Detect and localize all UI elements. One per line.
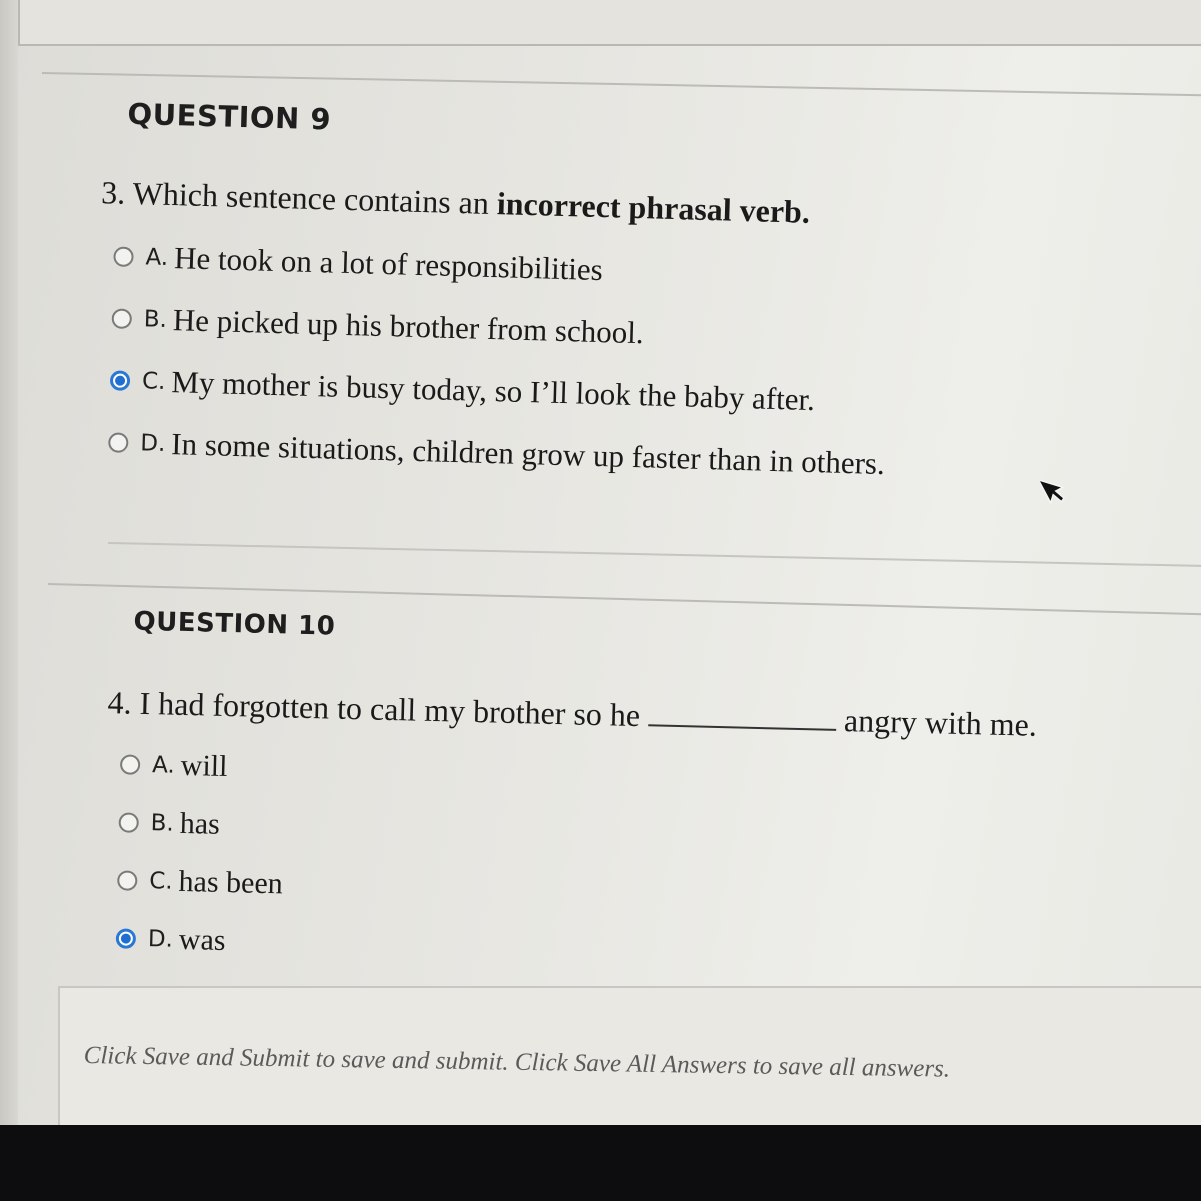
submit-instructions: Click Save and Submit to save and submit. Click Save All Answers to save all answers. [83,1042,951,1083]
question-heading: QUESTION 9 [127,96,332,137]
radio-button[interactable] [112,308,133,329]
option-text: In some situations, children grow up faster than in others. [170,426,886,482]
screen-edge [0,0,18,1125]
option-letter: D. [147,926,174,953]
option-text: He picked up his brother from school. [172,302,645,351]
option-text: was [178,922,226,958]
option-letter: B. [143,306,168,333]
monitor-bezel [0,1125,1201,1201]
divider [42,72,1201,97]
radio-button[interactable] [117,870,137,890]
question-9-block [89,96,894,495]
question-prompt [101,174,892,233]
option-letter: D. [139,430,166,457]
divider [108,542,1201,567]
radio-button[interactable] [108,432,129,453]
option-letter: C. [148,868,173,895]
option-letter: A. [151,752,176,779]
option-text: My mother is busy today, so I’ll look the baby after. [170,364,816,418]
question-10-block [97,606,1039,990]
prompt-text: 3. Which sentence contains an [100,174,498,222]
radio-button[interactable] [120,754,140,774]
mouse-pointer-icon [1040,470,1070,510]
radio-button-selected[interactable] [110,370,131,391]
prompt-text-end: angry with me. [843,702,1038,743]
answer-options [115,735,1036,989]
option-text: has [179,806,221,841]
option-letter: A. [145,244,169,271]
question-heading: QUESTION 10 [133,606,336,642]
radio-button[interactable] [118,812,138,832]
question-prompt [107,684,1037,744]
option-letter: C. [141,368,166,395]
prompt-text: 4. I had forgotten to call my brother so he [107,684,641,734]
option-letter: B. [150,810,175,837]
previous-question-panel [18,0,1201,46]
option-text: He took on a lot of responsibilities [173,240,604,288]
option-text: will [180,748,228,784]
fill-in-blank [648,724,836,731]
radio-button-selected[interactable] [116,928,136,948]
option-text: has been [178,864,284,901]
prompt-emphasis: incorrect phrasal verb. [496,185,811,230]
answer-options [107,225,890,495]
radio-button[interactable] [113,246,134,267]
